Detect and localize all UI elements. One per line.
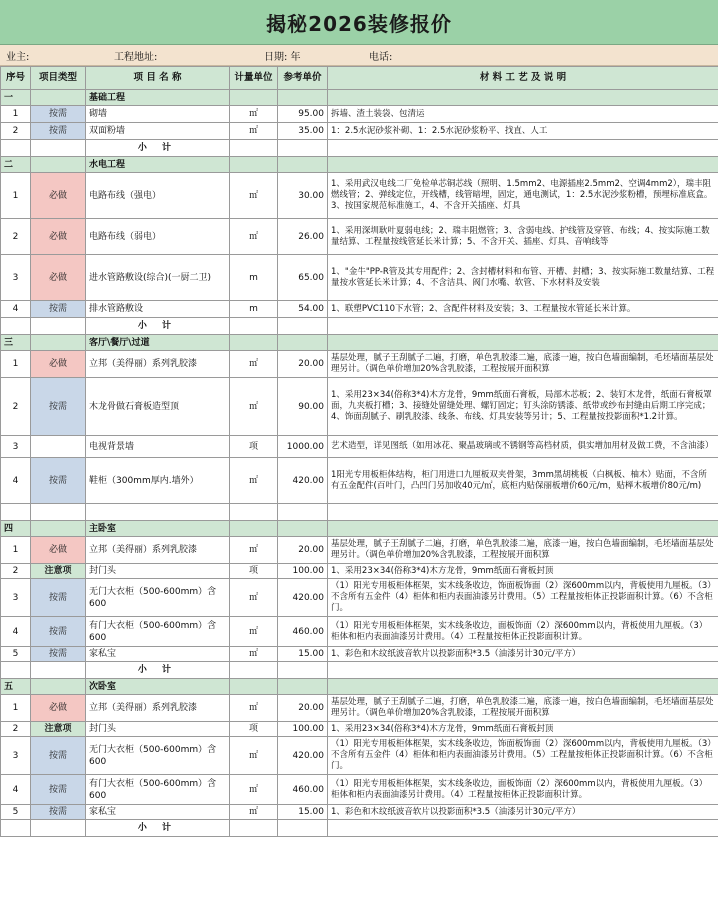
subtotal-empty bbox=[230, 318, 278, 335]
section-row bbox=[1, 679, 718, 695]
row-item-name: 立邦（美得丽）系列乳胶漆 bbox=[86, 351, 230, 378]
row-no: 4 bbox=[1, 301, 31, 318]
section-type-empty bbox=[31, 90, 86, 106]
row-unit: ㎡ bbox=[230, 458, 278, 504]
section-empty bbox=[230, 335, 278, 351]
subtotal-empty bbox=[31, 820, 86, 837]
table-row bbox=[1, 301, 718, 318]
row-type-badge bbox=[31, 436, 86, 458]
table-row bbox=[1, 106, 718, 123]
subtotal-empty bbox=[230, 820, 278, 837]
section-name: 客厅\餐厅\过道 bbox=[86, 335, 230, 351]
row-unit: ㎡ bbox=[230, 579, 278, 617]
row-price: 90.00 bbox=[278, 378, 328, 436]
row-description: 1、联塑PVC110下水管；2、含配件材料及安装；3、工程量按水管延长米计算。 bbox=[328, 301, 718, 318]
section-type-empty bbox=[31, 335, 86, 351]
row-no: 1 bbox=[1, 695, 31, 722]
row-type-badge: 必做 bbox=[31, 219, 86, 255]
row-description: 1、"金牛"PP-R管及其专用配件；2、含封槽材料和布管、开槽、封槽；3、按实际施工数量结算、工程量按水管延长米计算；4、不含洁具、阀门水嘴、软管、下水材料及安装 bbox=[328, 255, 718, 301]
row-price: 20.00 bbox=[278, 351, 328, 378]
row-unit: 项 bbox=[230, 722, 278, 737]
header-name: 项 目 名 称 bbox=[86, 67, 230, 90]
row-price: 20.00 bbox=[278, 537, 328, 564]
row-no: 3 bbox=[1, 255, 31, 301]
subtotal-row bbox=[1, 140, 718, 157]
row-no: 3 bbox=[1, 436, 31, 458]
row-price: 20.00 bbox=[278, 695, 328, 722]
row-no: 2 bbox=[1, 123, 31, 140]
row-unit: 项 bbox=[230, 436, 278, 458]
section-row bbox=[1, 90, 718, 106]
row-price: 54.00 bbox=[278, 301, 328, 318]
subtotal-label bbox=[86, 504, 230, 521]
quote-table bbox=[0, 66, 718, 837]
row-item-name: 双面粉墙 bbox=[86, 123, 230, 140]
subtotal-empty bbox=[1, 140, 31, 157]
row-price: 460.00 bbox=[278, 775, 328, 805]
section-empty bbox=[278, 679, 328, 695]
row-description: 1、彩色和木纹纸波音软片以投影面积*3.5（油漆另计30元/平方） bbox=[328, 647, 718, 662]
row-item-name: 有门大衣柜（500-600mm）含600 bbox=[86, 617, 230, 647]
section-empty bbox=[230, 157, 278, 173]
table-row bbox=[1, 579, 718, 617]
row-unit: ㎡ bbox=[230, 617, 278, 647]
row-item-name: 电视背景墙 bbox=[86, 436, 230, 458]
subtotal-empty bbox=[328, 662, 718, 679]
row-no: 2 bbox=[1, 378, 31, 436]
row-unit: ㎡ bbox=[230, 378, 278, 436]
row-unit: ㎡ bbox=[230, 695, 278, 722]
table-row bbox=[1, 458, 718, 504]
row-type-badge: 必做 bbox=[31, 173, 86, 219]
row-description: （1）阳光专用板柜体框架，实木线条收边，面板饰面（2）深600mm以内，背板使用九厘板。（3）柜体和柜内表面油漆另计费用。（4）工程量按柜体正投影面积计算。 bbox=[328, 617, 718, 647]
row-description: 1、彩色和木纹纸波音软片以投影面积*3.5（油漆另计30元/平方） bbox=[328, 805, 718, 820]
subtotal-label: 小 计 bbox=[86, 820, 230, 837]
row-price: 460.00 bbox=[278, 617, 328, 647]
row-no: 5 bbox=[1, 647, 31, 662]
table-row bbox=[1, 805, 718, 820]
section-row bbox=[1, 335, 718, 351]
subtotal-empty bbox=[1, 318, 31, 335]
row-unit: ㎡ bbox=[230, 106, 278, 123]
row-no: 1 bbox=[1, 106, 31, 123]
row-type-badge: 按需 bbox=[31, 617, 86, 647]
row-type-badge: 必做 bbox=[31, 695, 86, 722]
row-item-name: 排水管路敷设 bbox=[86, 301, 230, 318]
section-empty bbox=[328, 157, 718, 173]
row-item-name: 电路布线（弱电） bbox=[86, 219, 230, 255]
row-type-badge: 按需 bbox=[31, 378, 86, 436]
row-description: 1、采用23×34(俗称3*4)木方龙骨，9mm纸面石膏板封顶 bbox=[328, 564, 718, 579]
row-item-name: 家私宝 bbox=[86, 647, 230, 662]
subtotal-empty bbox=[1, 504, 31, 521]
subtotal-empty bbox=[278, 318, 328, 335]
row-unit: 项 bbox=[230, 564, 278, 579]
row-description: 1、采用23×34(俗称3*4)木方龙骨，9mm纸面石膏板封顶 bbox=[328, 722, 718, 737]
row-type-badge: 注意项 bbox=[31, 722, 86, 737]
row-price: 65.00 bbox=[278, 255, 328, 301]
subtotal-empty bbox=[1, 820, 31, 837]
subtotal-row bbox=[1, 318, 718, 335]
section-empty bbox=[278, 90, 328, 106]
row-no: 1 bbox=[1, 537, 31, 564]
phone-label: 电话: bbox=[369, 51, 393, 63]
row-item-name: 有门大衣柜（500-600mm）含600 bbox=[86, 775, 230, 805]
header-row bbox=[1, 67, 718, 90]
row-price: 15.00 bbox=[278, 805, 328, 820]
row-type-badge: 按需 bbox=[31, 737, 86, 775]
row-type-badge: 按需 bbox=[31, 805, 86, 820]
table-row bbox=[1, 219, 718, 255]
row-item-name: 无门大衣柜（500-600mm）含600 bbox=[86, 737, 230, 775]
row-no: 4 bbox=[1, 458, 31, 504]
section-row bbox=[1, 521, 718, 537]
section-empty bbox=[278, 521, 328, 537]
section-empty bbox=[328, 521, 718, 537]
row-description: 1阳光专用板柜体结构，柜门用进口九厘板双夹骨架，3mm黑胡桃板（白枫板、柚木）贴面，不含所有五金配件(百叶门，凸凹门另加收40元/㎡，底柜内贴保丽板增价60元/m，贴榉木板增价80元/m) bbox=[328, 458, 718, 504]
subtotal-empty bbox=[328, 820, 718, 837]
row-description: （1）阳光专用板柜体框架，实木线条收边，面板饰面（2）深600mm以内，背板使用九厘板。（3）柜体和柜内表面油漆另计费用。（4）工程量按柜体正投影面积计算。 bbox=[328, 775, 718, 805]
row-type-badge: 按需 bbox=[31, 579, 86, 617]
subtotal-row bbox=[1, 504, 718, 521]
row-item-name: 立邦（美得丽）系列乳胶漆 bbox=[86, 537, 230, 564]
section-type-empty bbox=[31, 157, 86, 173]
row-price: 26.00 bbox=[278, 219, 328, 255]
section-no: 五 bbox=[1, 679, 31, 695]
subtotal-empty bbox=[328, 140, 718, 157]
row-type-badge: 必做 bbox=[31, 255, 86, 301]
header-type: 项目类型 bbox=[31, 67, 86, 90]
section-name: 次卧室 bbox=[86, 679, 230, 695]
section-type-empty bbox=[31, 521, 86, 537]
subtotal-label: 小 计 bbox=[86, 140, 230, 157]
section-type-empty bbox=[31, 679, 86, 695]
subtotal-empty bbox=[278, 820, 328, 837]
row-item-name: 砌墙 bbox=[86, 106, 230, 123]
table-row bbox=[1, 255, 718, 301]
subtotal-empty bbox=[1, 662, 31, 679]
subtotal-label: 小 计 bbox=[86, 318, 230, 335]
section-no: 三 bbox=[1, 335, 31, 351]
subtotal-empty bbox=[278, 140, 328, 157]
subtotal-empty bbox=[31, 140, 86, 157]
header-price: 参考单价 bbox=[278, 67, 328, 90]
table-row bbox=[1, 378, 718, 436]
row-price: 35.00 bbox=[278, 123, 328, 140]
table-row bbox=[1, 722, 718, 737]
subtotal-label: 小 计 bbox=[86, 662, 230, 679]
section-name: 基础工程 bbox=[86, 90, 230, 106]
row-type-badge: 按需 bbox=[31, 301, 86, 318]
row-item-name: 电路布线（强电） bbox=[86, 173, 230, 219]
row-description: 拆墙、渣土装袋、包清运 bbox=[328, 106, 718, 123]
row-type-badge: 按需 bbox=[31, 647, 86, 662]
section-row bbox=[1, 157, 718, 173]
table-row bbox=[1, 564, 718, 579]
section-no: 一 bbox=[1, 90, 31, 106]
row-description: 艺术造型，详见图纸（如用冰花、聚晶玻璃或不锈钢等高档材质，俱实增加用材及做工费，不含油漆） bbox=[328, 436, 718, 458]
row-unit: ㎡ bbox=[230, 537, 278, 564]
row-type-badge: 必做 bbox=[31, 351, 86, 378]
row-no: 2 bbox=[1, 722, 31, 737]
row-item-name: 木龙骨做石膏板造型顶 bbox=[86, 378, 230, 436]
row-description: 1、采用23×34(俗称3*4)木方龙骨，9mm纸面石膏板，局部木芯板；2、装钉木龙骨，纸面石膏板罩面，九夹板打槽；3、接缝处留缝处理、螺钉固定；钉头涂防锈漆、纸带或纱布封缝由后期工序完成；4、饰面刮腻子、刷乳胶漆、线条、布线、灯具安装等另计；5、工程量按投影面积*1.2计算。 bbox=[328, 378, 718, 436]
row-no: 3 bbox=[1, 579, 31, 617]
row-description: 基层处理，腻子王刮腻子二遍，打磨，单色乳胶漆二遍，底漆一遍，按白色墙面编制，毛坯墙面基层处理另计。（调色单价增加20%含乳胶漆，工程按展开面积算 bbox=[328, 351, 718, 378]
subtotal-row bbox=[1, 662, 718, 679]
subtotal-empty bbox=[31, 662, 86, 679]
row-item-name: 鞋柜（300mm厚内.墙外） bbox=[86, 458, 230, 504]
row-type-badge: 按需 bbox=[31, 106, 86, 123]
subtotal-row bbox=[1, 820, 718, 837]
row-price: 30.00 bbox=[278, 173, 328, 219]
header-unit: 计量单位 bbox=[230, 67, 278, 90]
row-price: 15.00 bbox=[278, 647, 328, 662]
table-row bbox=[1, 351, 718, 378]
table-row bbox=[1, 173, 718, 219]
header-desc: 材 料 工 艺 及 说 明 bbox=[328, 67, 718, 90]
row-no: 2 bbox=[1, 564, 31, 579]
subtotal-empty bbox=[328, 504, 718, 521]
subtotal-empty bbox=[278, 504, 328, 521]
address-label: 工程地址: bbox=[114, 51, 158, 63]
row-item-name: 封门头 bbox=[86, 564, 230, 579]
row-description: 1、采用深圳耿叶夏弱电线；2、瑞丰阻燃管；3、含弱电线、护线管及穿管、布线；4、按实际施工数量结算、工程量按线管延长米计算；5、不含开关、插座、灯具、音响线等 bbox=[328, 219, 718, 255]
row-no: 5 bbox=[1, 805, 31, 820]
row-unit: ㎡ bbox=[230, 805, 278, 820]
section-name: 主卧室 bbox=[86, 521, 230, 537]
row-unit: ㎡ bbox=[230, 351, 278, 378]
section-empty bbox=[328, 90, 718, 106]
info-bar bbox=[0, 45, 718, 66]
row-unit: m bbox=[230, 255, 278, 301]
section-empty bbox=[230, 90, 278, 106]
subtotal-empty bbox=[31, 318, 86, 335]
row-item-name: 立邦（美得丽）系列乳胶漆 bbox=[86, 695, 230, 722]
row-no: 2 bbox=[1, 219, 31, 255]
row-no: 1 bbox=[1, 173, 31, 219]
row-price: 420.00 bbox=[278, 737, 328, 775]
row-unit: ㎡ bbox=[230, 123, 278, 140]
row-unit: ㎡ bbox=[230, 775, 278, 805]
row-unit: m bbox=[230, 301, 278, 318]
subtotal-empty bbox=[230, 140, 278, 157]
table-row bbox=[1, 775, 718, 805]
row-unit: ㎡ bbox=[230, 737, 278, 775]
section-empty bbox=[230, 679, 278, 695]
row-price: 100.00 bbox=[278, 564, 328, 579]
owner-label: 业主: bbox=[6, 51, 30, 63]
row-price: 420.00 bbox=[278, 579, 328, 617]
row-price: 420.00 bbox=[278, 458, 328, 504]
row-description: 基层处理，腻子王刮腻子二遍，打磨，单色乳胶漆二遍，底漆一遍，按白色墙面编制，毛坯墙面基层处理另计。（调色单价增加20%含乳胶漆，工程按展开面积算 bbox=[328, 695, 718, 722]
section-empty bbox=[278, 157, 328, 173]
row-unit: ㎡ bbox=[230, 219, 278, 255]
row-item-name: 家私宝 bbox=[86, 805, 230, 820]
row-item-name: 封门头 bbox=[86, 722, 230, 737]
row-description: 基层处理，腻子王刮腻子二遍，打磨，单色乳胶漆二遍，底漆一遍，按白色墙面编制，毛坯墙面基层处理另计。（调色单价增加20%含乳胶漆，工程按展开面积算 bbox=[328, 537, 718, 564]
row-price: 100.00 bbox=[278, 722, 328, 737]
row-price: 1000.00 bbox=[278, 436, 328, 458]
section-empty bbox=[328, 679, 718, 695]
subtotal-empty bbox=[328, 318, 718, 335]
row-type-badge: 按需 bbox=[31, 775, 86, 805]
table-row bbox=[1, 537, 718, 564]
row-price: 95.00 bbox=[278, 106, 328, 123]
row-description: （1）阳光专用板柜体框架，实木线条收边，饰面板饰面（2）深600mm以内，背板使用九厘板。（3）不含所有五金件（4）柜体和柜内表面油漆另计费用。（5）工程量按柜体正投影面积计算。（6）不含柜门。 bbox=[328, 579, 718, 617]
row-no: 1 bbox=[1, 351, 31, 378]
section-no: 四 bbox=[1, 521, 31, 537]
row-description: 1、采用武汉电线二厂免检单芯铜芯线（照明、1.5mm2、电源插座2.5mm2、空调4mm2），瑞丰阻燃线管；2、弹线定位，开线槽，线管暗埋，固定，通电测试，1：2.5水泥沙浆粉槽，预埋标准底盒。3、按国家规范标准施工，4、不含开关插座、灯具 bbox=[328, 173, 718, 219]
header-no: 序号 bbox=[1, 67, 31, 90]
subtotal-empty bbox=[230, 662, 278, 679]
row-item-name: 进水管路敷设(综合)(一厨二卫) bbox=[86, 255, 230, 301]
section-empty bbox=[328, 335, 718, 351]
section-empty bbox=[230, 521, 278, 537]
section-empty bbox=[278, 335, 328, 351]
date-label: 日期: 年 bbox=[264, 51, 301, 63]
row-description: 1：2.5水泥砂浆补砌、1：2.5水泥砂浆粉平、找直、人工 bbox=[328, 123, 718, 140]
row-type-badge: 按需 bbox=[31, 458, 86, 504]
row-description: （1）阳光专用板柜体框架，实木线条收边，饰面板饰面（2）深600mm以内，背板使用九厘板。（3）不含所有五金件（4）柜体和柜内表面油漆另计费用。（5）工程量按柜体正投影面积计算。（6）不含柜门。 bbox=[328, 737, 718, 775]
table-row bbox=[1, 617, 718, 647]
row-type-badge: 注意项 bbox=[31, 564, 86, 579]
subtotal-empty bbox=[278, 662, 328, 679]
table-row bbox=[1, 695, 718, 722]
row-no: 4 bbox=[1, 775, 31, 805]
table-row bbox=[1, 436, 718, 458]
row-item-name: 无门大衣柜（500-600mm）含600 bbox=[86, 579, 230, 617]
subtotal-empty bbox=[31, 504, 86, 521]
section-name: 水电工程 bbox=[86, 157, 230, 173]
row-unit: ㎡ bbox=[230, 173, 278, 219]
row-type-badge: 按需 bbox=[31, 123, 86, 140]
subtotal-empty bbox=[230, 504, 278, 521]
table-row bbox=[1, 647, 718, 662]
table-row bbox=[1, 737, 718, 775]
row-type-badge: 必做 bbox=[31, 537, 86, 564]
row-no: 4 bbox=[1, 617, 31, 647]
page-title: 揭秘2026装修报价 bbox=[0, 0, 718, 45]
row-no: 3 bbox=[1, 737, 31, 775]
section-no: 二 bbox=[1, 157, 31, 173]
row-unit: ㎡ bbox=[230, 647, 278, 662]
table-row bbox=[1, 123, 718, 140]
